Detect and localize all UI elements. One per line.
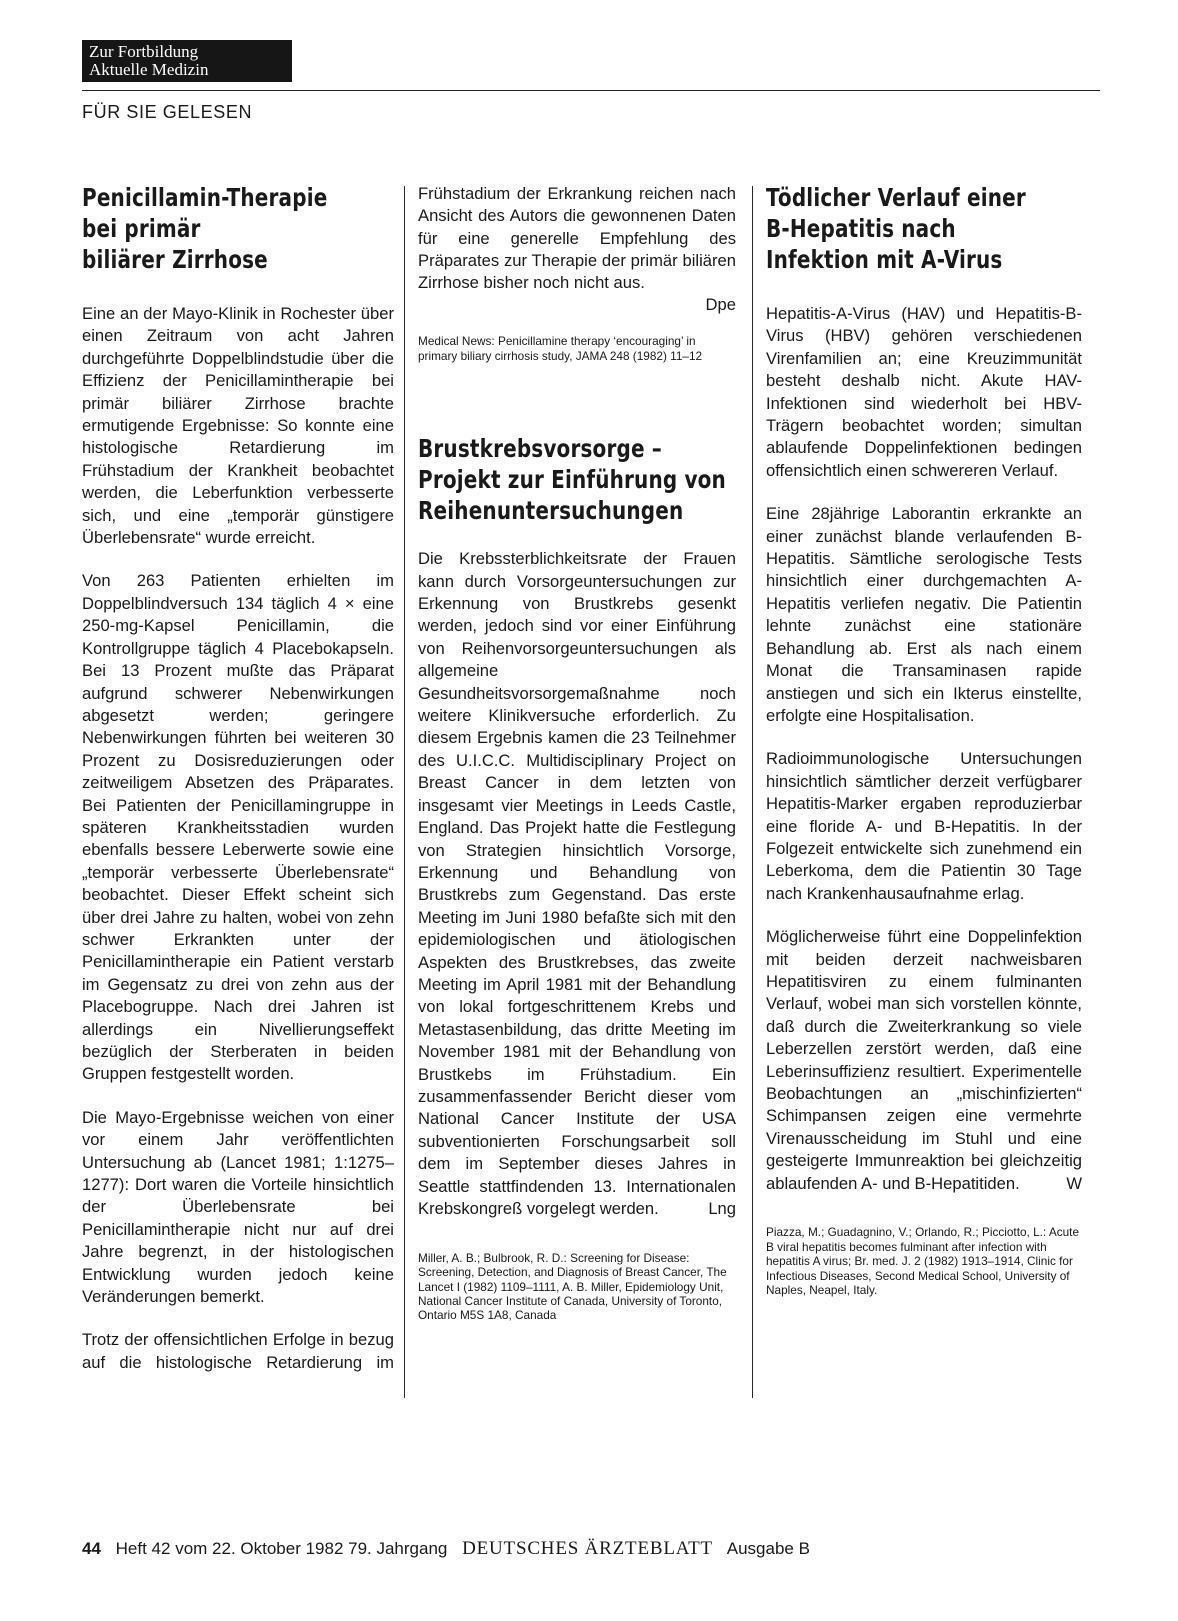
article3-paragraph: Eine 28jährige Laborantin erkrankte an einer zunächst blande verlaufenden B-Hepatitis. Sämtliche serologische Tests hinsichtlich einer durchgemachten A-Hepatitis verliefen negativ. Die Patientin lehnte zunächst eine stationäre Behandlung ab. Erst als nach einem Monat die Transaminasen rapide anstiegen und sich ein Ikterus einstellte, erfolgte eine Hospitalisation. <box>766 504 1082 725</box>
article2-column <box>418 182 736 1323</box>
article3-title-line: Tödlicher Verlauf einer <box>766 183 1026 212</box>
article1-paragraph: Eine an der Mayo-Klinik in Rochester über einen Zeitraum von acht Jahren durchgeführte Doppelblindstudie über die Effizienz der Penicillamintherapie bei primär biliärer Zirrhose brachte ermutigende Ergebnisse: So konnte eine histologische Retardierung im Frühstadium der Krankheit beobachtet werden, die Leberfunktion verbesserte sich, und eine „temporär günstigere Überlebensrate“ wurde erreicht. <box>82 304 394 548</box>
issue-info: Heft 42 vom 22. Oktober 1982 79. Jahrgang <box>115 1539 448 1558</box>
edition: Ausgabe B <box>726 1539 810 1558</box>
header-rule <box>82 90 1100 91</box>
article3-paragraph: Radioimmunologische Untersuchungen hinsichtlich sämtlicher derzeit verfügbarer Hepatitis-Marker ergaben reproduzierbar eine floride A- und B-Hepatitis. In der Folgezeit entwickelte sich zunehmend ein Leberkoma, dem die Patientin 30 Tage nach Krankenhausaufnahme erlag. <box>766 749 1082 903</box>
article1-paragraph: Trotz der offensichtlichen Erfolge in bezug auf die histologische Retardierung im <box>82 1330 394 1372</box>
article1-paragraph: Von 263 Patienten erhielten im Doppelblindversuch 134 täglich 4 × eine 250-mg-Kapsel Penicillamin, die Kontrollgruppe täglich 4 Placebokapseln. Bei 13 Prozent mußte das Präparat aufgrund schwerer Nebenwirkungen abgesetzt werden; geringere Nebenwirkungen führten bei weiteren 30 Prozent zu Dosisreduzierungen oder zeitweiligem Absetzen des Präparates. Bei Patienten der Penicillamingruppe in späteren Krankheitsstadien wurden ebenfalls bessere Leberwerte sowie eine „temporär verbesserte Überlebensrate“ beobachtet. Dieser Effekt scheint sich über drei Jahre zu halten, wobei von zehn schwer Erkrankten unter der Penicillamintherapie ein Patient verstarb im Gegensatz zu drei von zehn aus der Placebogruppe. Nach drei Jahren ist allerdings ein Nivellierungseffekt bezüglich der Sterberaten in beiden Gruppen festgestellt worden. <box>82 571 394 1084</box>
column-divider-2 <box>752 186 753 1398</box>
article1-paragraph: Die Mayo-Ergebnisse weichen von einer vor einem Jahr veröffentlichten Untersuchung ab (Lancet 1981; 1:1275–1277): Dort waren die Vorteile hinsichtlich der Überlebensrate bei Penicillamintherapie nicht nur auf drei Jahre begrenzt, in der histologischen Entwicklung wurden jedoch keine Veränderungen bemerkt. <box>82 1107 394 1307</box>
article3-title-line: Infektion mit A-Virus <box>766 245 1003 274</box>
section-label-line1: Zur Fortbildung <box>89 42 199 61</box>
page-number: 44 <box>82 1539 101 1558</box>
article3-title <box>766 182 1082 275</box>
article1-title-line: biliärer Zirrhose <box>82 245 268 274</box>
article2-title-line: Projekt zur Einführung von <box>418 465 726 495</box>
article3-paragraph: Möglicherweise führt eine Doppelinfektion mit beiden derzeit nachweisbaren Hepatitisviren zu einem fulminanten Verlauf, wobei man sich vorstellen könnte, daß durch die Zweiterkrankung so viele Leberzellen zerstört werden, daß eine Leberinsuffizienz resultiert. Experimentelle Beobachtungen an „mischinfizierten“ Schimpansen zeigen eine vermehrte Virenausscheidung im Stuhl und eine gesteigerte Immunreaktion bei gleichzeitig ablaufenden A- und B-Hepatitiden. <box>766 927 1082 1193</box>
column-divider-1 <box>404 186 405 1398</box>
article1-title-line: Penicillamin-Therapie <box>82 183 328 212</box>
article2-title-line: Brustkrebsvorsorge – <box>418 434 662 464</box>
article3-paragraph: Hepatitis-A-Virus (HAV) und Hepatitis-B-Virus (HBV) gehören verschiedenen Virenfamilien an; eine Kreuzimmunität besteht deshalb nicht. Akute HAV-Infektionen sind wiederholt bei HBV-Trägern beobachtet worden; simultan ablaufende Doppelinfektionen bedingen offensichtlich einen schwereren Verlauf. <box>766 304 1082 480</box>
section-label <box>82 40 292 82</box>
section-label-line2: Aktuelle Medizin <box>89 60 209 79</box>
article1-signature: Dpe <box>705 295 736 314</box>
article2-signature: Lng <box>708 1199 736 1219</box>
article3-reference: Piazza, M.; Guadagnino, V.; Orlando, R.; Picciotto, L.: Acute B viral hepatitis becomes fulminant after infection with hepatitis A virus; Br. med. J. 2 (1982) 1913–1914, Clinic for Infectious Diseases, Second Medical School, University of Naples, Neapel, Italy. <box>766 1225 1080 1298</box>
article1-continuation: Frühstadium der Erkrankung reichen nach Ansicht des Autors die gewonnenen Daten für eine generelle Empfehlung des Präparates zur Therapie der primär biliären Zirrhose bisher noch nicht aus. <box>418 183 736 293</box>
publication-name: DEUTSCHES ÄRZTEBLATT <box>462 1538 713 1559</box>
article2-title <box>418 433 736 526</box>
article2-reference: Miller, A. B.; Bulbrook, R. D.: Screening for Disease: Screening, Detection, and Diagnosis of Breast Cancer, The Lancet I (1982) 1109–1111, A. B. Miller, Epidemiology Unit, National Cancer Institute of Canada, University of Toronto, Ontario M5S 1A8, Canada <box>418 1250 727 1323</box>
article1-title <box>82 182 394 275</box>
article3-title-line: B-Hepatitis nach <box>766 214 956 243</box>
article1-column <box>82 182 394 1373</box>
article2-title-line: Reihenuntersuchungen <box>418 496 684 526</box>
article2-paragraph: Die Krebssterblichkeitsrate der Frauen kann durch Vorsorgeuntersuchungen zur Erkennung von Brustkrebs gesenkt werden, jedoch sind vor einer Einführung von Reihenvorsorgeuntersuchungen als allgemeine Gesundheitsvorsorgemaßnahme noch weitere Klinikversuche erforderlich. Zu diesem Ergebnis kamen die 23 Teilnehmer des U.I.C.C. Multidisciplinary Project on Breast Cancer in dem letzten von insgesamt vier Meetings in Leeds Castle, England. Das Projekt hatte die Festlegung von Strategien hinsichtlich Vorsorge, Erkennung und Behandlung von Brustkrebs zum Gegenstand. Das erste Meeting im Juni 1980 befaßte sich mit den epidemiologischen und ätiologischen Aspekten des Brustkrebses, das zweite Meeting im April 1981 mit der Behandlung von lokal fortgeschrittenem Krebs und Metastasenbildung, das dritte Meeting im November 1981 mit der Behandlung von Brustkebs im Frühstadium. Ein zusammenfassender Bericht dieser vom National Cancer Institute der USA subventionierten Forschungsarbeit soll dem im September dieses Jahres in Seattle stattfindenden 13. Internationalen Krebskongreß vorgelegt werden. <box>418 549 736 1218</box>
kicker: FÜR SIE GELESEN <box>82 102 253 122</box>
article1-reference: Medical News: Penicillamine therapy ‘encouraging’ in primary biliary cirrhosis study, JAMA 248 (1982) 11–12 <box>418 334 703 363</box>
article3-signature: W <box>1066 1174 1082 1194</box>
article3-column <box>766 182 1082 1297</box>
page-footer <box>82 1538 810 1560</box>
article1-title-line: bei primär <box>82 214 201 243</box>
